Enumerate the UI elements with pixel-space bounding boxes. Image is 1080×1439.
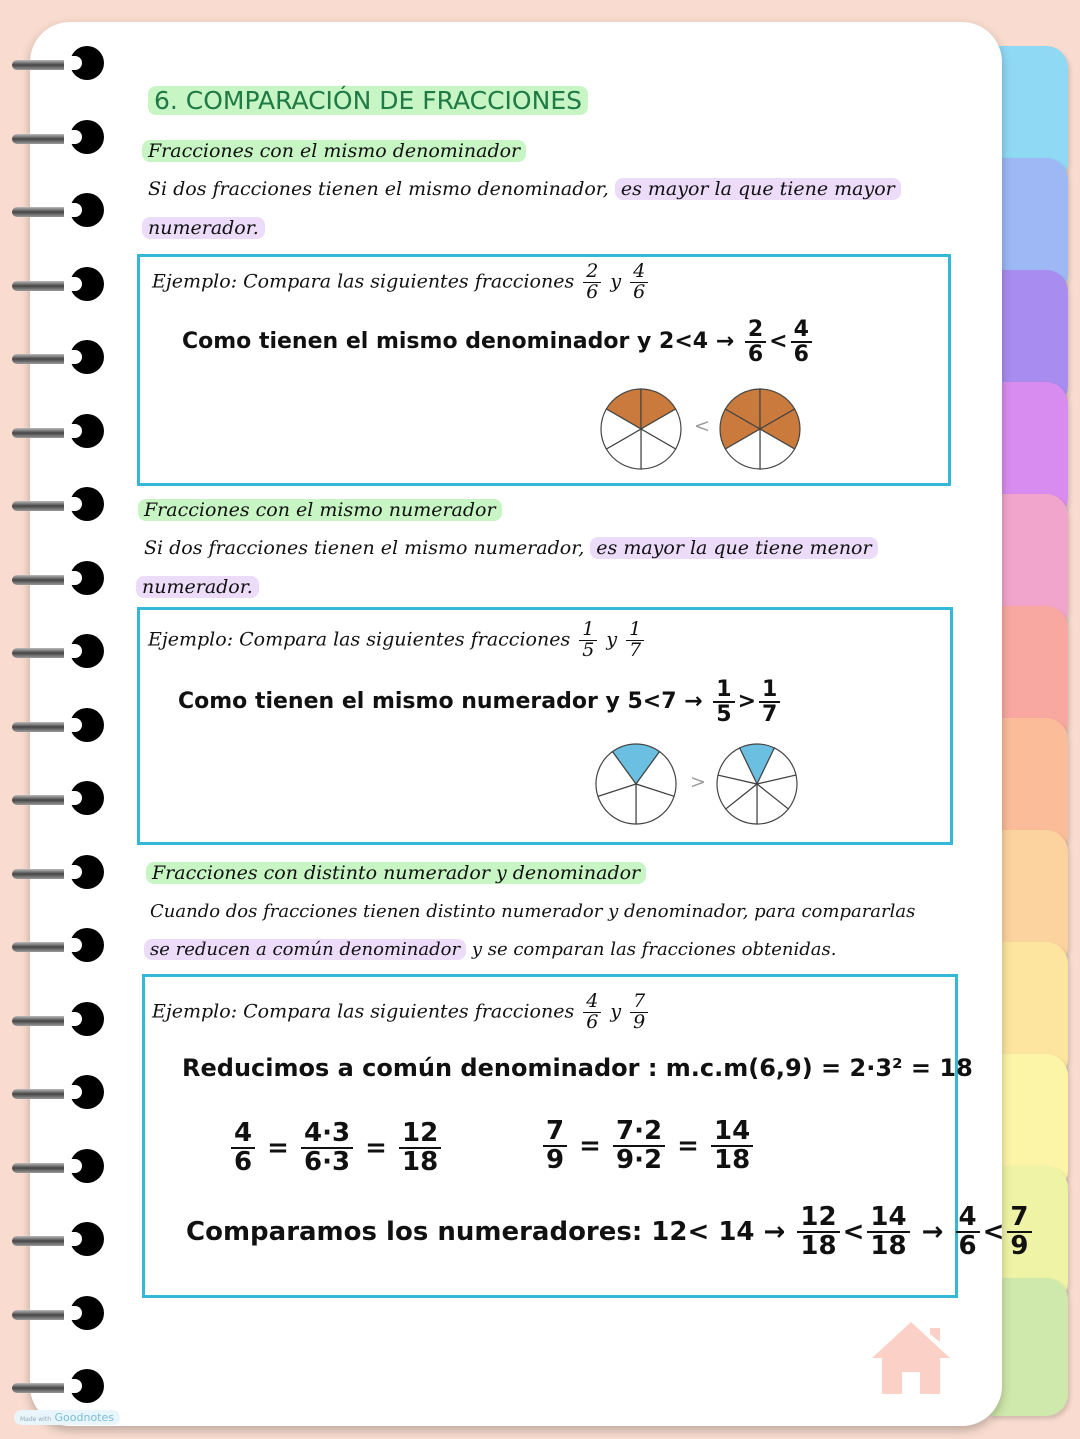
binder-ring xyxy=(12,1075,102,1115)
pie-1-seventh xyxy=(715,742,799,826)
binder-ring xyxy=(12,1002,102,1042)
binder-ring xyxy=(12,193,102,233)
equation-4-6: $\frac{4}{6}$ = $\frac{4\cdot 3}{6\cdot 3}$ = $\frac{12}{18}$ xyxy=(228,1120,444,1177)
binder-ring xyxy=(12,120,102,160)
binder-ring xyxy=(12,855,102,895)
binder-ring xyxy=(12,340,102,380)
section1-heading: Fracciones con el mismo denominador xyxy=(142,140,526,162)
binder-ring xyxy=(12,1149,102,1189)
section1-text-2: numerador. xyxy=(142,217,265,239)
section3-heading: Fracciones con distinto numerador y denominador xyxy=(146,862,646,884)
equation-7-9: $\frac{7}{9}$ = $\frac{7\cdot 2}{9\cdot 2}$ = $\frac{14}{18}$ xyxy=(540,1118,756,1175)
section2-text: Si dos fracciones tienen el mismo numerador, es mayor la que tiene menor xyxy=(144,537,878,559)
example2-work: Como tienen el mismo numerador y 5<7 → $\frac{1}{5}$ > $\frac{1}{7}$ xyxy=(178,678,783,726)
binder-ring xyxy=(12,1296,102,1336)
section2-text-2: numerador. xyxy=(136,576,259,598)
binder-ring xyxy=(12,634,102,674)
pie-4-sixths xyxy=(718,387,802,471)
goodnotes-watermark: Made with Goodnotes xyxy=(14,1410,120,1425)
section3-text-2: se reducen a común denominador y se comparan las fracciones obtenidas. xyxy=(144,939,836,960)
binder-ring xyxy=(12,414,102,454)
binder-ring xyxy=(12,561,102,601)
binder-ring xyxy=(12,781,102,821)
pie-compare-symbol: < xyxy=(694,415,710,437)
section2-heading: Fracciones con el mismo numerador xyxy=(138,499,502,521)
binder-ring xyxy=(12,46,102,86)
binder-ring xyxy=(12,487,102,527)
example1-work: Como tienen el mismo denominador y 2<4 → $\frac{2}{6}$ < $\frac{4}{6}$ xyxy=(182,318,815,366)
compare-line: Comparamos los numeradores: 12< 14 → $\frac{12}{18}$ < $\frac{14}{18}$ → $\frac{4}{6}$ < $\frac{7}{9}$ xyxy=(186,1204,1035,1261)
lcm-line: Reducimos a común denominador : m.c.m(6,9) = 2·3² = 18 xyxy=(182,1054,973,1082)
pie-1-fifth xyxy=(594,742,678,826)
binder-ring xyxy=(12,708,102,748)
section1-text: Si dos fracciones tienen el mismo denominador, es mayor la que tiene mayor xyxy=(148,178,901,200)
home-icon[interactable] xyxy=(870,1320,952,1396)
binder-ring xyxy=(12,1369,102,1409)
pie-compare-symbol: > xyxy=(690,771,706,793)
section3-text: Cuando dos fracciones tienen distinto numerador y denominador, para compararlas xyxy=(150,901,916,922)
binder-ring xyxy=(12,267,102,307)
example2-prompt: Ejemplo: Compara las siguientes fracciones $\frac{1}{5}$ y $\frac{1}{7}$ xyxy=(148,620,647,661)
page-title: 6. COMPARACIÓN DE FRACCIONES xyxy=(148,86,588,115)
pie-2-sixths xyxy=(599,387,683,471)
example3-prompt: Ejemplo: Compara las siguientes fracciones $\frac{4}{6}$ y $\frac{7}{9}$ xyxy=(152,992,651,1033)
binder-ring xyxy=(12,1222,102,1262)
binder-ring xyxy=(12,928,102,968)
example1-prompt: Ejemplo: Compara las siguientes fracciones $\frac{2}{6}$ y $\frac{4}{6}$ xyxy=(152,262,651,303)
